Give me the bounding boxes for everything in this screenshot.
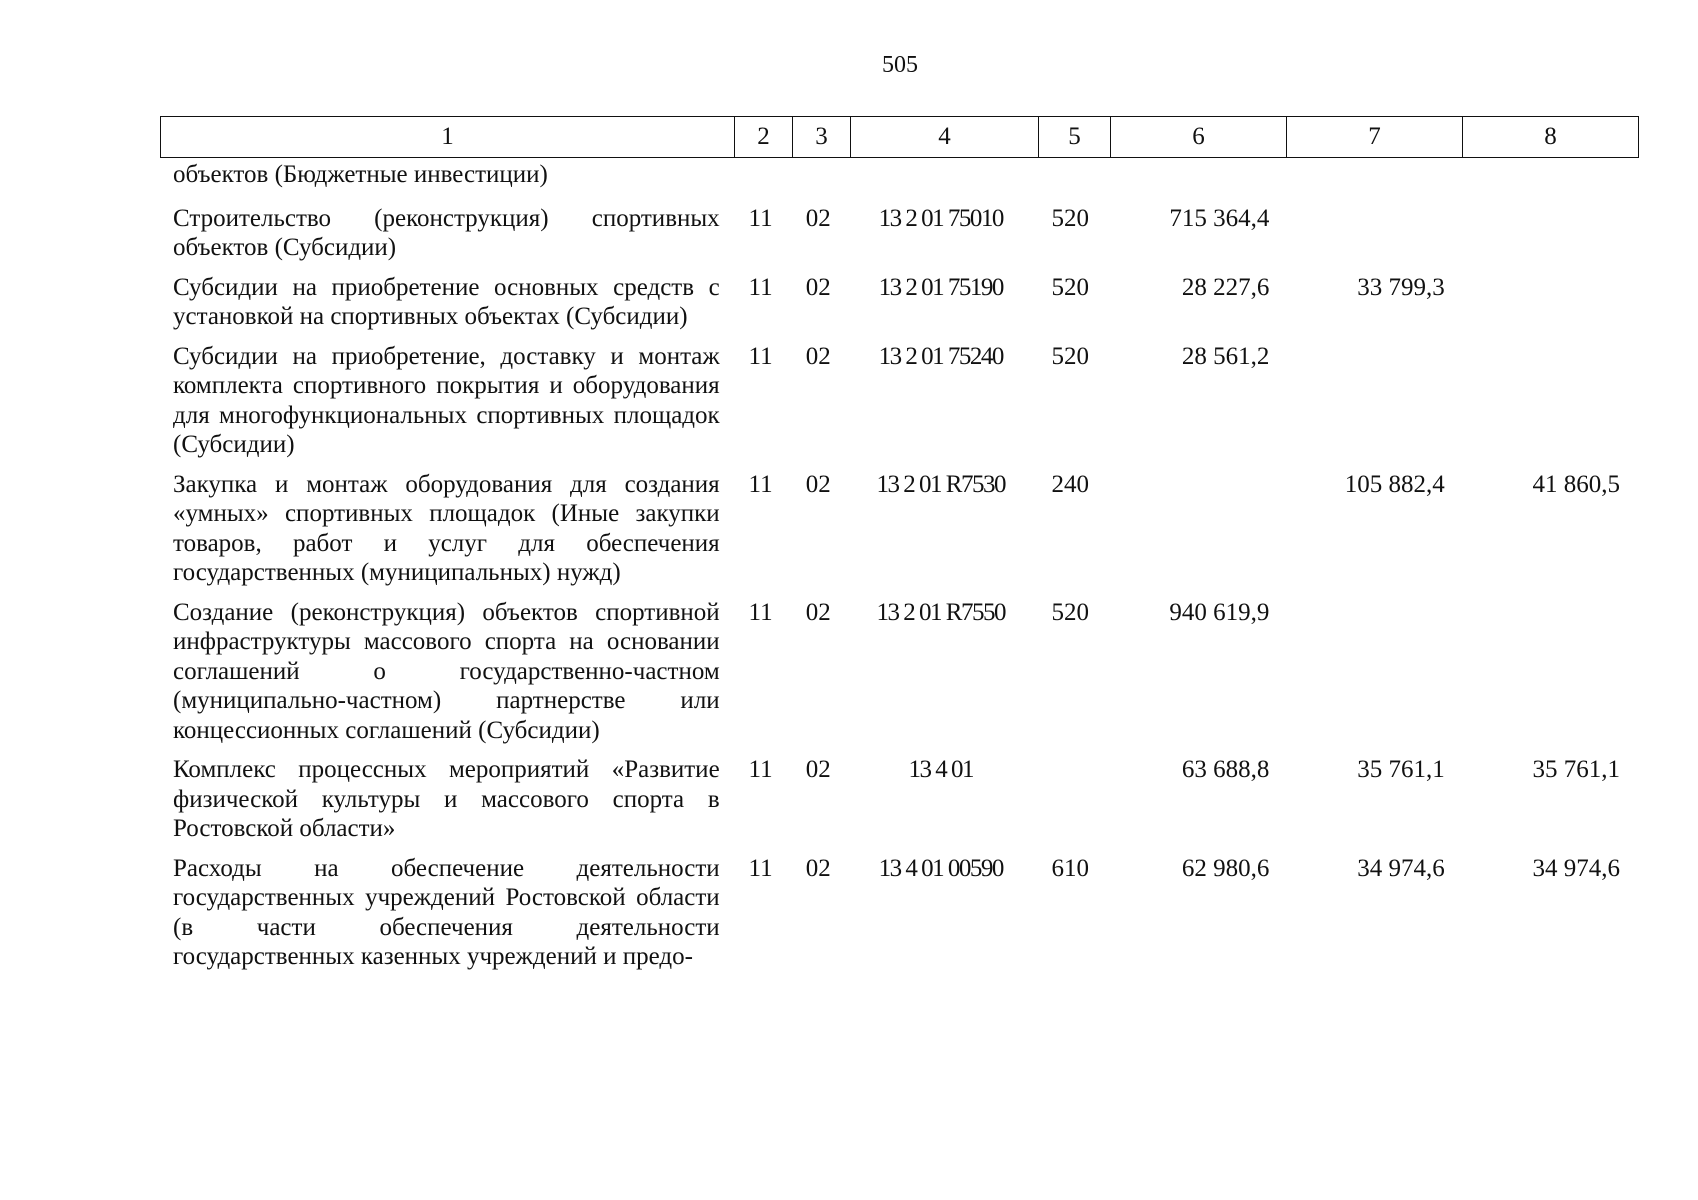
row-target-code: 13 4 01 00590 — [878, 854, 1003, 882]
row-amount-6: 940 619,9 — [1169, 598, 1270, 626]
continuation-row — [160, 160, 1632, 190]
row-amount-8: 35 761,1 — [1532, 756, 1620, 783]
row-subsection: 02 — [805, 204, 831, 232]
row-expense-type: 520 — [1051, 598, 1089, 626]
row-target-code: 13 2 01 75190 — [878, 273, 1003, 301]
column-header-1: 1 — [161, 117, 735, 158]
column-header-3: 3 — [793, 117, 851, 158]
row-subsection: 02 — [805, 756, 831, 783]
row-target-code: 13 2 01 75240 — [878, 342, 1003, 370]
row-expense-type: 520 — [1051, 204, 1089, 232]
row-section: 11 — [748, 204, 773, 232]
row-amount-6: 28 227,6 — [1181, 273, 1270, 301]
column-header-6: 6 — [1111, 117, 1287, 158]
column-header-4: 4 — [851, 117, 1039, 158]
row-section: 11 — [748, 273, 773, 301]
row-amount-6: 715 364,4 — [1169, 204, 1270, 232]
row-section: 11 — [748, 342, 773, 370]
row-subsection: 02 — [805, 273, 831, 301]
row-name: Субсидии на приобретение, доставку и монтаж комплекта спортивного покрытия и оборудования для многофункциональных спортивных площадок (Субсидии) — [173, 342, 720, 458]
row-section: 11 — [748, 854, 773, 882]
table-row — [160, 755, 1632, 844]
row-target-code: 13 2 01 75010 — [878, 204, 1003, 232]
row-expense-type: 240 — [1051, 470, 1089, 498]
page-number: 505 — [882, 52, 918, 78]
row-name: Строительство (реконструкция) спортивных объектов (Субсидии) — [173, 204, 720, 261]
row-section: 11 — [748, 470, 773, 498]
table-row — [160, 273, 1632, 332]
row-expense-type: 610 — [1051, 854, 1089, 882]
row-amount-6: 63 688,8 — [1181, 756, 1270, 783]
row-amount-8: 34 974,6 — [1532, 854, 1620, 882]
table-row — [160, 854, 1632, 972]
table-header — [160, 116, 1639, 158]
row-amount-7: 33 799,3 — [1357, 273, 1445, 301]
row-amount-6: 28 561,2 — [1181, 342, 1270, 370]
row-name: Комплекс процессных мероприятий «Развитие физической культуры и массового спорта в Ростовской области» — [173, 756, 720, 842]
row-expense-type: 520 — [1051, 273, 1089, 301]
row-subsection: 02 — [805, 854, 831, 882]
column-header-5: 5 — [1039, 117, 1111, 158]
row-amount-7: 105 882,4 — [1344, 470, 1445, 498]
table-row — [160, 470, 1632, 588]
row-name: Субсидии на приобретение основных средств с установкой на спортивных объектах (Субсидии) — [173, 273, 720, 330]
row-amount-7: 34 974,6 — [1357, 854, 1445, 882]
row-amount-7: 35 761,1 — [1357, 756, 1445, 783]
row-subsection: 02 — [805, 598, 831, 626]
row-target-code: 13 2 01 R7530 — [876, 470, 1005, 498]
column-header-2: 2 — [735, 117, 793, 158]
column-header-7: 7 — [1287, 117, 1463, 158]
row-name: Закупка и монтаж оборудования для создания «умных» спортивных площадок (Иные закупки товаров, работ и услуг для обеспечения государственных (муниципальных) нужд) — [173, 470, 720, 586]
row-subsection: 02 — [805, 342, 831, 370]
row-amount-8: 41 860,5 — [1532, 470, 1620, 498]
continuation-text: объектов (Бюджетные инвестиции) — [173, 161, 548, 188]
row-amount-6: 62 980,6 — [1181, 854, 1270, 882]
row-section: 11 — [748, 598, 773, 626]
table-body — [160, 160, 1632, 982]
table-row — [160, 598, 1632, 746]
row-target-code: 13 2 01 R7550 — [876, 598, 1005, 626]
row-target-code: 13 4 01 — [908, 756, 974, 783]
row-name: Расходы на обеспечение деятельности государственных учреждений Ростовской области (в части обеспечения деятельности государственных казенных учреждений и предо- — [173, 854, 720, 970]
row-name: Создание (реконструкция) объектов спортивной инфраструктуры массового спорта на основании соглашений о государственно-частном (муниципально-частном) партнерстве или концессионных соглашений (Субсидии) — [173, 598, 720, 744]
table-row — [160, 342, 1632, 460]
column-header-8: 8 — [1463, 117, 1639, 158]
row-subsection: 02 — [805, 470, 831, 498]
row-section: 11 — [748, 756, 773, 783]
row-expense-type: 520 — [1051, 342, 1089, 370]
table-row — [160, 204, 1632, 263]
